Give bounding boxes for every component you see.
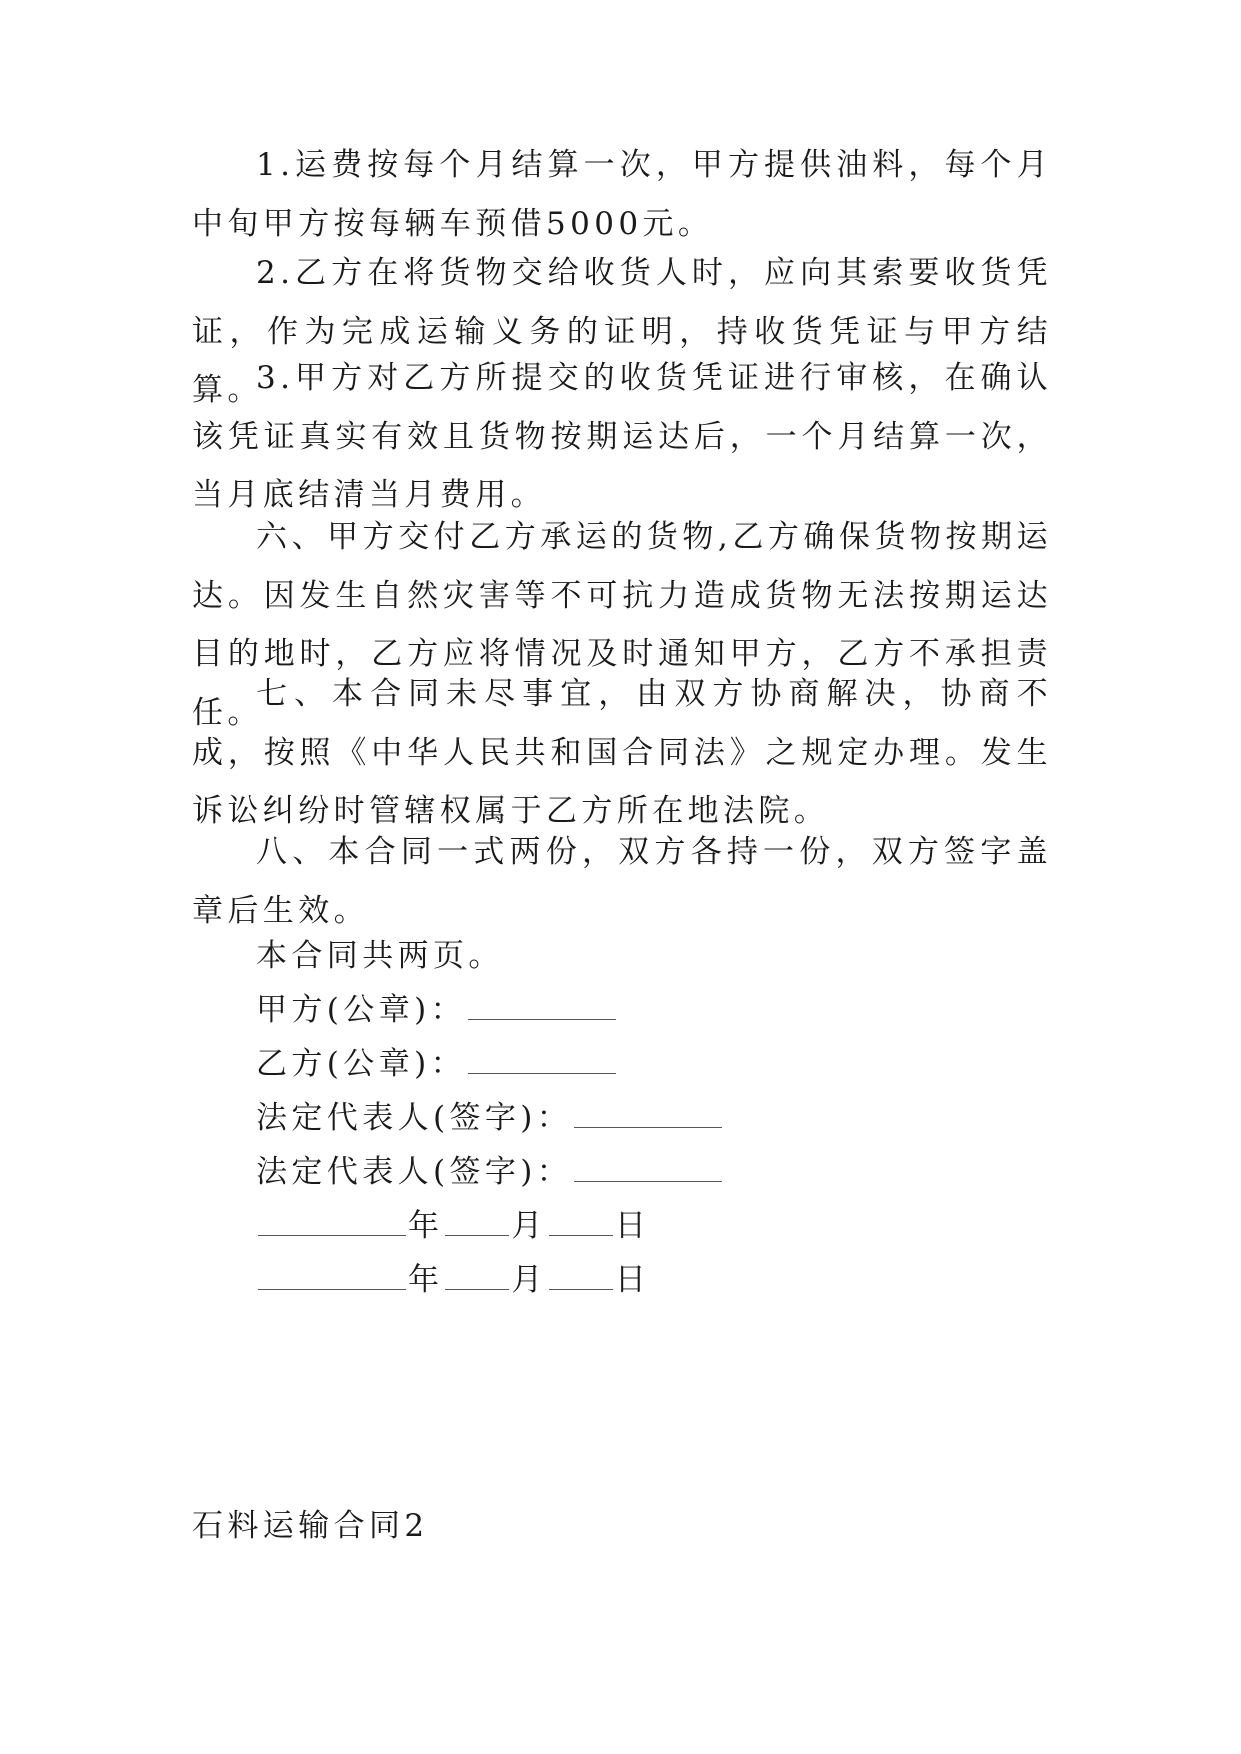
party-b-seal-label: 乙方(公章)： [256, 1046, 466, 1082]
year-blank [258, 1288, 406, 1290]
year-label: 年 [408, 1262, 444, 1298]
rep-2-sign-label: 法定代表人(签字)： [256, 1154, 573, 1190]
party-b-seal-blank [468, 1072, 616, 1074]
party-a-seal-blank [468, 1018, 616, 1020]
day-blank [549, 1234, 613, 1236]
day-label: 日 [614, 1262, 651, 1298]
clause-2: 2.乙方在将货物交给收货人时，应向其索要收货凭证，作为完成运输义务的证明，持收货凭证与甲方结算。 [192, 255, 1052, 408]
page-count-note: 本合同共两页。 [256, 938, 504, 974]
rep-1-sign-blank [574, 1126, 722, 1128]
clause-six: 六、甲方交付乙方承运的货物,乙方确保货物按期运达。因发生自然灾害等不可抗力造成货物无法按期运达目的地时，乙方应将情况及时通知甲方，乙方不承担责任。 [192, 519, 1052, 731]
date-line-2 [256, 1251, 650, 1310]
month-label: 月 [511, 1208, 547, 1244]
clause-seven: 七、本合同未尽事宜，由双方协商解决，协商不成，按照《中华人民共和国合同法》之规定办理。发生诉讼纠纷时管辖权属于乙方所在地法院。 [192, 676, 1052, 829]
next-section-title: 石料运输合同2 [192, 1508, 429, 1544]
clause-3: 3.甲方对乙方所提交的收货凭证进行审核，在确认该凭证真实有效且货物按期运达后，一个月结算一次，当月底结清当月费用。 [192, 360, 1052, 513]
year-blank [258, 1234, 406, 1236]
date-line-1 [256, 1197, 650, 1256]
year-label: 年 [408, 1208, 444, 1244]
month-blank [445, 1288, 509, 1290]
party-a-seal-label: 甲方(公章)： [256, 992, 466, 1028]
day-blank [549, 1288, 613, 1290]
rep-1-sign-line [256, 1089, 724, 1148]
rep-2-sign-line [256, 1143, 724, 1202]
day-label: 日 [614, 1208, 651, 1244]
month-label: 月 [511, 1262, 547, 1298]
rep-1-sign-label: 法定代表人(签字)： [256, 1100, 573, 1136]
clause-1: 1.运费按每个月结算一次，甲方提供油料，每个月中旬甲方按每辆车预借5000元。 [192, 147, 1052, 242]
party-a-seal-line [256, 981, 618, 1040]
rep-2-sign-blank [574, 1180, 722, 1182]
party-b-seal-line [256, 1035, 618, 1094]
clause-eight: 八、本合同一式两份，双方各持一份，双方签字盖章后生效。 [192, 834, 1052, 929]
month-blank [445, 1234, 509, 1236]
